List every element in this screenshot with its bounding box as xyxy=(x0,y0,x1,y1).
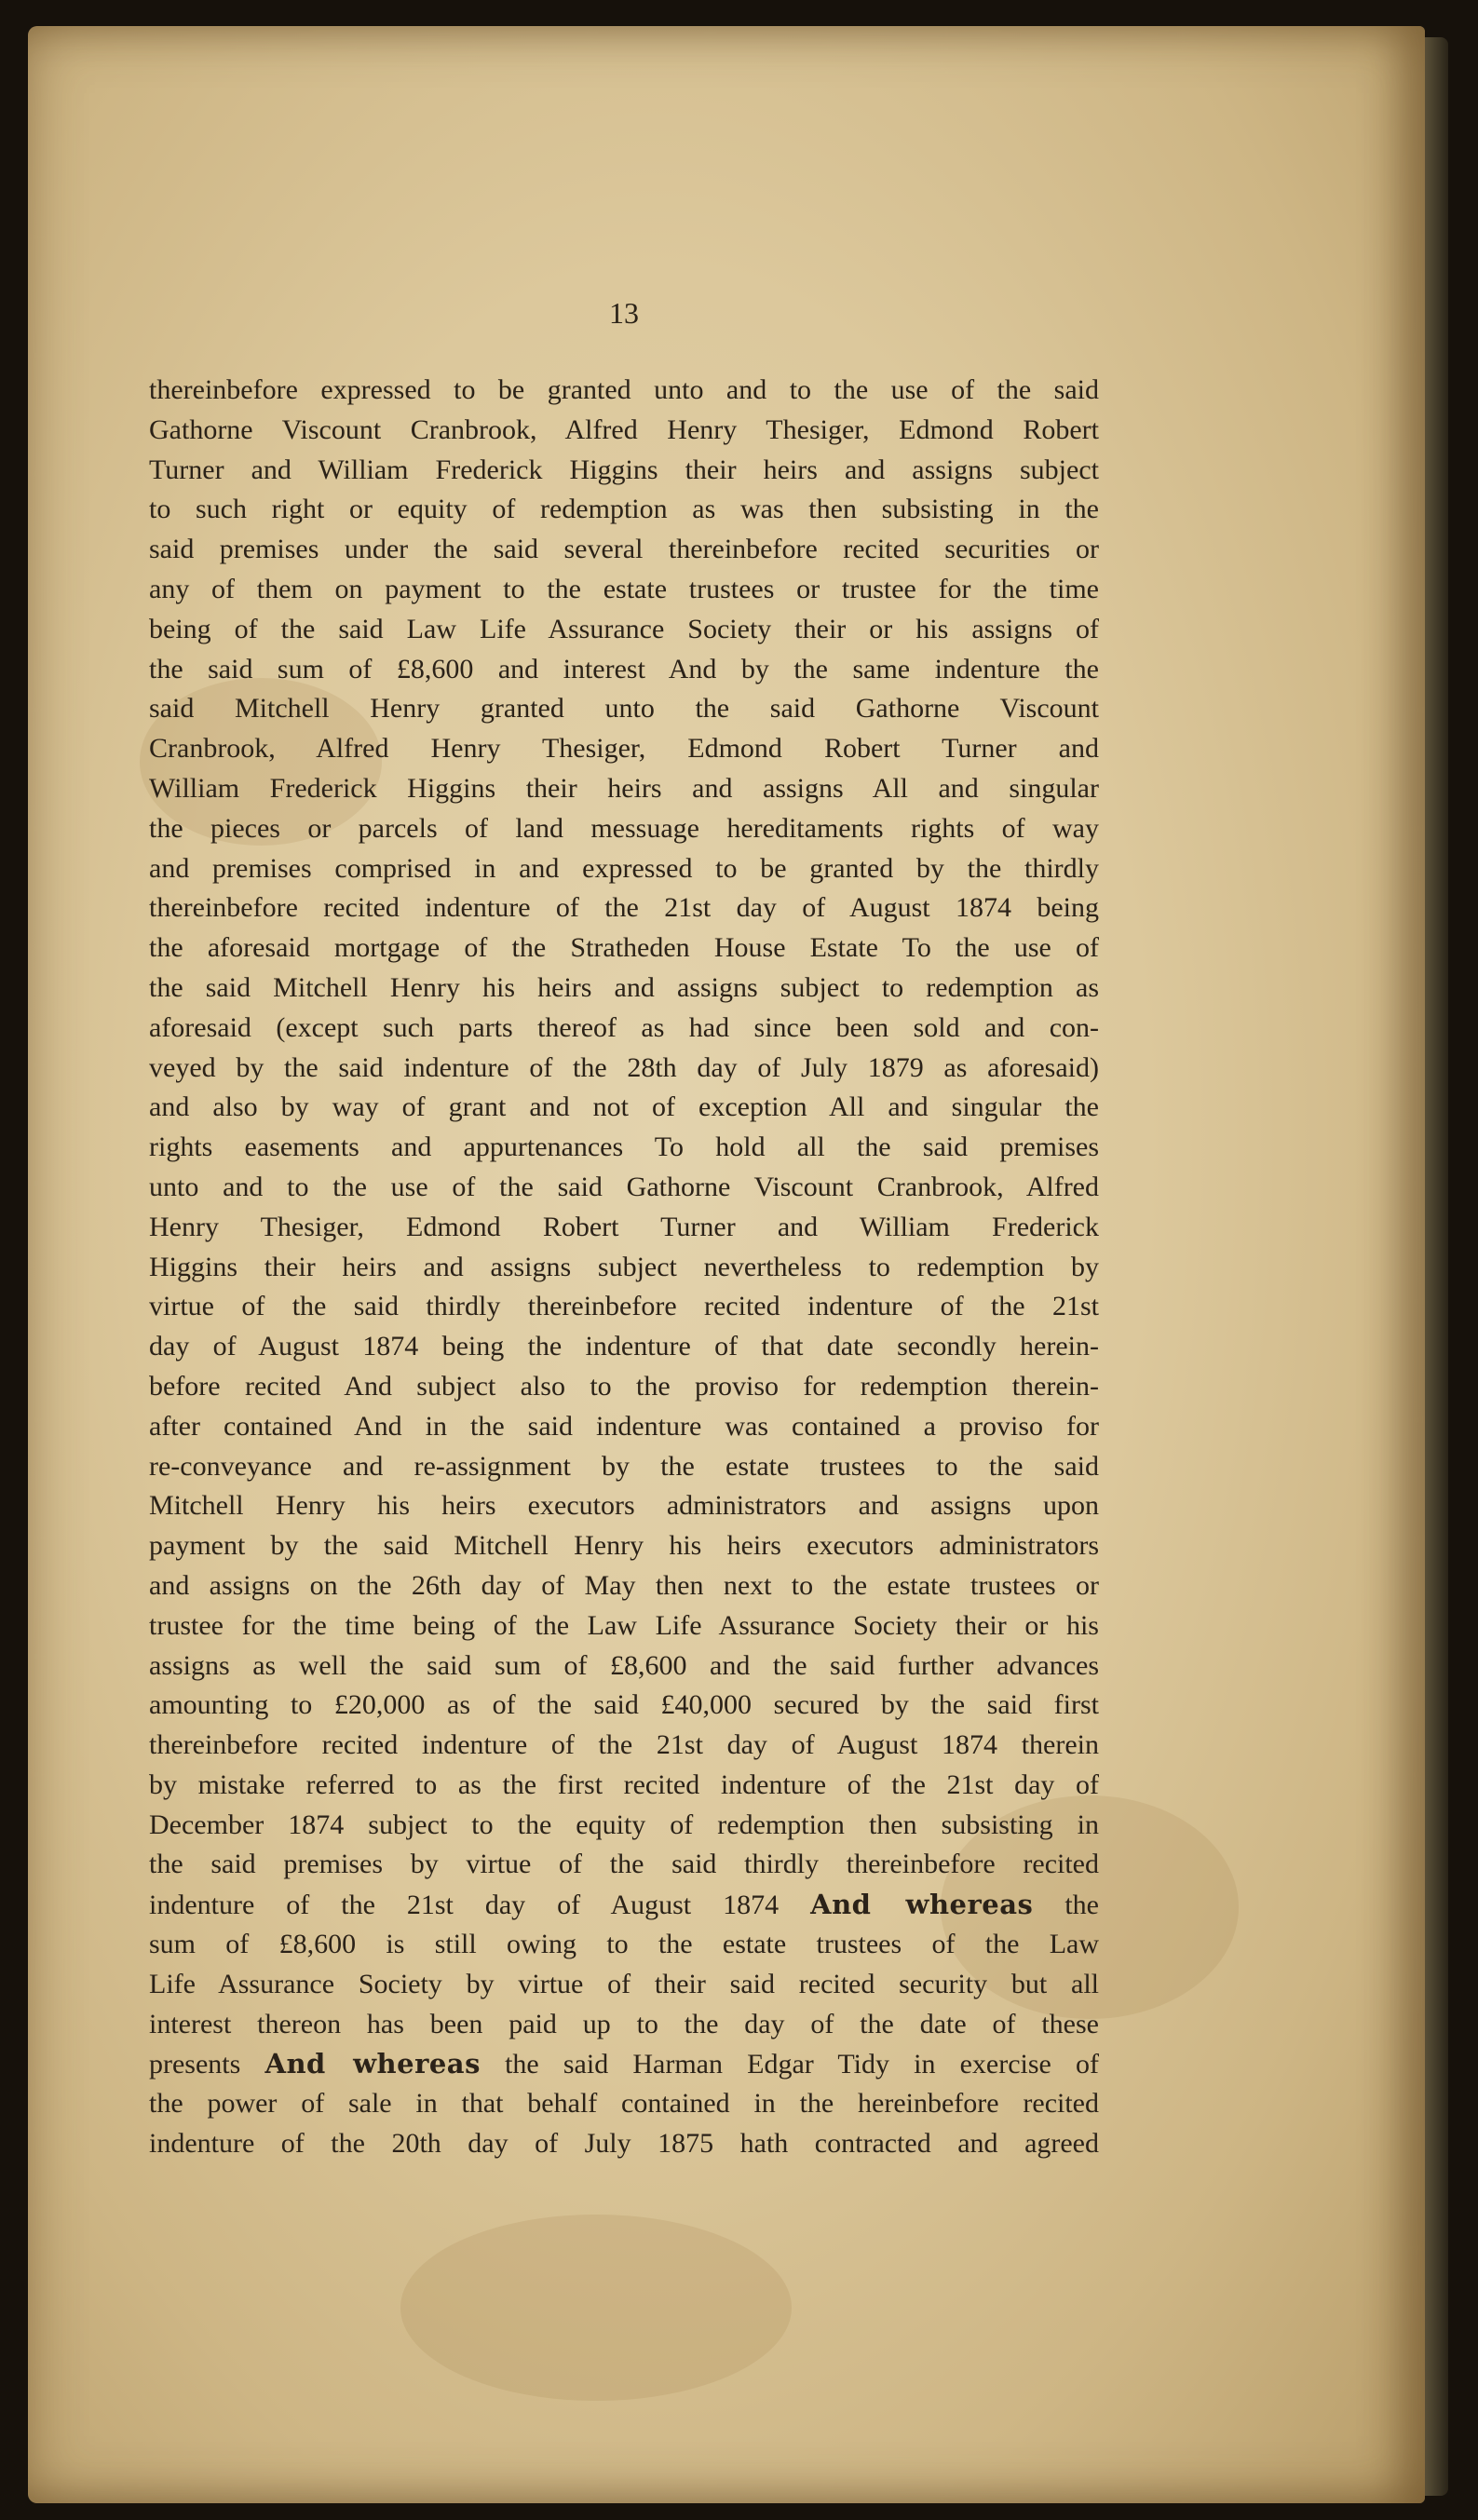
text-line xyxy=(149,1806,1099,1846)
text-segment: December 1874 subject to the equity of redemption then subsisting in xyxy=(149,1809,1099,1840)
text-line xyxy=(149,1885,1099,1925)
text-line xyxy=(149,1606,1099,1646)
text-line xyxy=(149,769,1099,809)
text-line xyxy=(149,371,1099,411)
text-segment: re-conveyance and re-assignment by the estate trustees to the said xyxy=(149,1450,1099,1482)
text-line xyxy=(149,1367,1099,1407)
page-number: 13 xyxy=(609,296,639,330)
text-segment: and premises comprised in and expressed to be granted by the thirdly xyxy=(149,852,1099,884)
text-line xyxy=(149,1088,1099,1128)
text-line xyxy=(149,2084,1099,2124)
text-segment: by mistake referred to as the first recited indenture of the 21st day of xyxy=(149,1768,1099,1800)
text-segment: before recited And subject also to the proviso for redemption therein- xyxy=(149,1370,1099,1402)
text-line xyxy=(149,1327,1099,1367)
text-segment: aforesaid (except such parts thereof as had since been sold and con- xyxy=(149,1011,1099,1043)
text-line xyxy=(149,1845,1099,1885)
blackletter-phrase: And whereas xyxy=(264,2048,481,2080)
text-segment: Turner and William Frederick Higgins their heirs and assigns subject xyxy=(149,454,1099,485)
text-line xyxy=(149,1726,1099,1766)
text-segment: and also by way of grant and not of exception All and singular the xyxy=(149,1091,1099,1123)
text-segment: presents xyxy=(149,2049,265,2080)
text-segment: the said Mitchell Henry his heirs and assigns subject to redemption as xyxy=(149,971,1099,1003)
text-segment: the xyxy=(1033,1890,1099,1921)
text-line xyxy=(149,1526,1099,1566)
text-segment: Henry Thesiger, Edmond Robert Turner and William Frederick xyxy=(149,1211,1099,1242)
body-text xyxy=(149,371,1099,2164)
text-line xyxy=(149,1287,1099,1327)
text-line xyxy=(149,650,1099,690)
text-line xyxy=(149,888,1099,928)
text-line xyxy=(149,1009,1099,1049)
text-segment: unto and to the use of the said Gathorne Viscount Cranbrook, Alfred xyxy=(149,1171,1099,1202)
text-segment: the pieces or parcels of land messuage hereditaments rights of way xyxy=(149,812,1099,844)
text-line xyxy=(149,1049,1099,1089)
text-segment: rights easements and appurtenances To hold all the said premises xyxy=(149,1131,1099,1163)
text-line xyxy=(149,2005,1099,2045)
text-segment: after contained And in the said indenture was contained a proviso for xyxy=(149,1410,1099,1442)
text-segment: the said Harman Edgar Tidy in exercise of xyxy=(480,2049,1099,2080)
text-line xyxy=(149,411,1099,451)
text-segment: Gathorne Viscount Cranbrook, Alfred Henry Thesiger, Edmond Robert xyxy=(149,413,1099,445)
text-segment: to such right or equity of redemption as was then subsisting in the xyxy=(149,494,1099,525)
text-line xyxy=(149,1766,1099,1806)
text-line xyxy=(149,729,1099,769)
text-line xyxy=(149,610,1099,650)
text-segment: the power of sale in that behalf contained in the hereinbefore recited xyxy=(149,2088,1099,2120)
text-segment: day of August 1874 being the indenture of that date secondly herein- xyxy=(149,1331,1099,1362)
paper-stain xyxy=(400,2215,792,2401)
text-segment: Cranbrook, Alfred Henry Thesiger, Edmond Robert Turner and xyxy=(149,733,1099,765)
text-line xyxy=(149,1208,1099,1248)
text-segment: veyed by the said indenture of the 28th day of July 1879 as aforesaid) xyxy=(149,1051,1099,1083)
text-segment: sum of £8,600 is still owing to the estate trustees of the Law xyxy=(149,1929,1099,1960)
text-line xyxy=(149,1407,1099,1447)
text-line xyxy=(149,570,1099,610)
text-segment: amounting to £20,000 as of the said £40,000 secured by the said first xyxy=(149,1689,1099,1721)
text-segment: said premises under the said several thereinbefore recited securities or xyxy=(149,534,1099,565)
text-line xyxy=(149,1128,1099,1168)
text-segment: the aforesaid mortgage of the Stratheden House Estate To the use of xyxy=(149,932,1099,964)
text-line xyxy=(149,928,1099,969)
text-line xyxy=(149,1486,1099,1526)
text-line xyxy=(149,1925,1099,1965)
text-line xyxy=(149,1646,1099,1687)
text-segment: interest thereon has been paid up to the day of the date of these xyxy=(149,2008,1099,2039)
text-segment: Higgins their heirs and assigns subject nevertheless to redemption by xyxy=(149,1251,1099,1282)
text-line xyxy=(149,849,1099,889)
text-line xyxy=(149,530,1099,570)
text-segment: and assigns on the 26th day of May then next to the estate trustees or xyxy=(149,1569,1099,1601)
text-line xyxy=(149,1168,1099,1208)
text-line xyxy=(149,1566,1099,1606)
text-line xyxy=(149,2124,1099,2164)
text-segment: indenture of the 21st day of August 1874 xyxy=(149,1890,811,1921)
text-segment: thereinbefore recited indenture of the 21st day of August 1874 being xyxy=(149,892,1099,924)
text-segment: payment by the said Mitchell Henry his heirs executors administrators xyxy=(149,1530,1099,1562)
text-line xyxy=(149,689,1099,729)
text-segment: indenture of the 20th day of July 1875 hath contracted and agreed xyxy=(149,2128,1099,2160)
text-segment: trustee for the time being of the Law Life Assurance Society their or his xyxy=(149,1609,1099,1641)
text-segment: thereinbefore recited indenture of the 21st day of August 1874 therein xyxy=(149,1729,1099,1761)
text-line xyxy=(149,1965,1099,2005)
text-line xyxy=(149,1248,1099,1288)
text-segment: virtue of the said thirdly thereinbefore recited indenture of the 21st xyxy=(149,1291,1099,1322)
text-line xyxy=(149,1447,1099,1487)
text-segment: any of them on payment to the estate trustees or trustee for the time xyxy=(149,573,1099,604)
text-segment: being of the said Law Life Assurance Society their or his assigns of xyxy=(149,613,1099,644)
text-segment: thereinbefore expressed to be granted unto and to the use of the said xyxy=(149,374,1099,405)
text-line xyxy=(149,451,1099,491)
text-line xyxy=(149,490,1099,530)
text-segment: the said sum of £8,600 and interest And by the same indenture the xyxy=(149,653,1099,684)
text-segment: Life Assurance Society by virtue of their said recited security but all xyxy=(149,1968,1099,1999)
text-segment: said Mitchell Henry granted unto the said Gathorne Viscount xyxy=(149,693,1099,725)
text-line xyxy=(149,809,1099,849)
text-segment: assigns as well the said sum of £8,600 and the said further advances xyxy=(149,1649,1099,1681)
blackletter-phrase: And whereas xyxy=(810,1889,1034,1921)
text-line xyxy=(149,1686,1099,1726)
text-segment: William Frederick Higgins their heirs and assigns All and singular xyxy=(149,772,1099,804)
text-segment: the said premises by virtue of the said thirdly thereinbefore recited xyxy=(149,1849,1099,1880)
text-line xyxy=(149,969,1099,1009)
text-line xyxy=(149,2044,1099,2084)
text-segment: Mitchell Henry his heirs executors administrators and assigns upon xyxy=(149,1490,1099,1522)
